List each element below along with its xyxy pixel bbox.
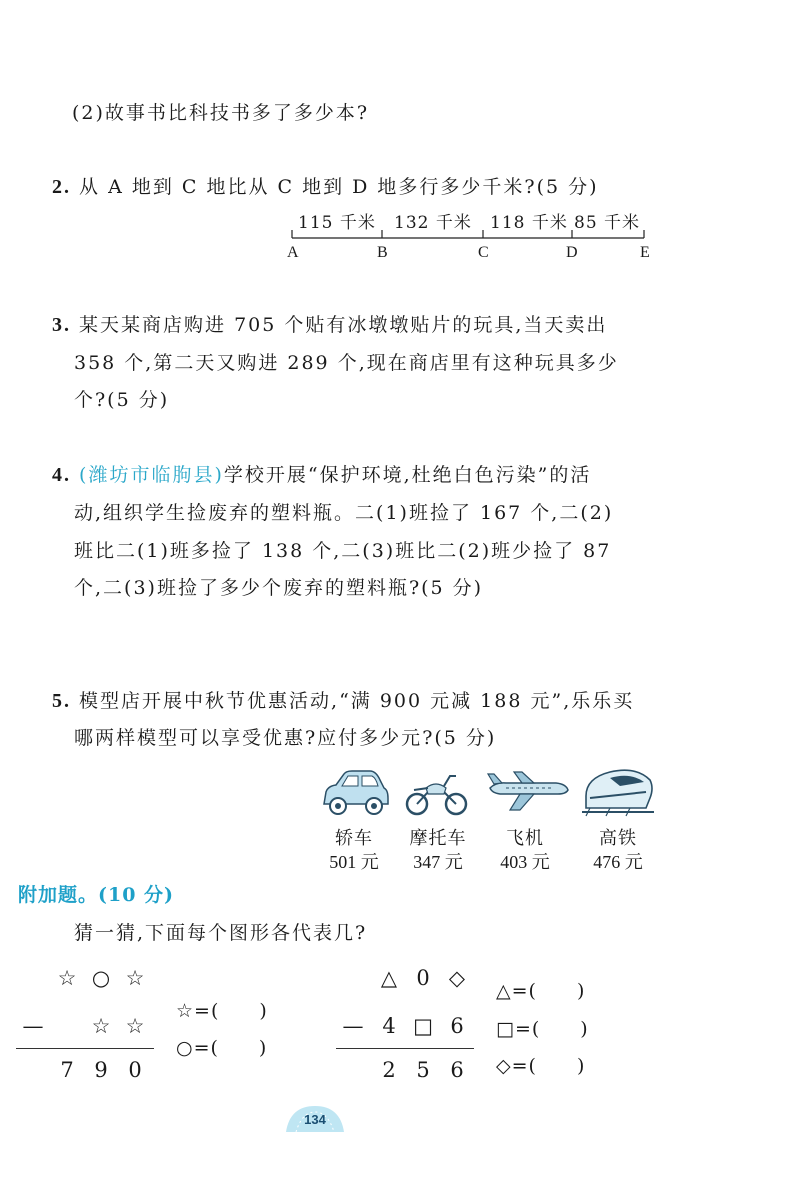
q5-number: 5. [52, 690, 71, 712]
right-answer-diamond: ◇=( ) [496, 1055, 586, 1077]
item-motorcycle-price: 347 元 [413, 852, 463, 872]
right-res-c3: 6 [450, 1058, 464, 1082]
right-r1-c1: △ [380, 966, 398, 990]
right-r1-c2: 0 [416, 966, 430, 990]
point-a: A [287, 244, 299, 261]
right-minus: — [342, 1014, 364, 1038]
right-answer-square: □=( ) [496, 1018, 589, 1040]
right-r2-c2: □ [413, 1014, 433, 1038]
item-airplane-name: 飞机 [506, 828, 544, 849]
q5-line-1 [52, 686, 634, 713]
segment-de-label: 85 千米 [574, 213, 641, 233]
q3-line-3: 个?(5 分) [74, 389, 170, 411]
left-r1-c3: ☆ [125, 966, 145, 990]
q4-region-tag: (潍坊市临朐县) [79, 464, 224, 486]
item-airplane-price: 403 元 [500, 852, 550, 872]
segment-bc-label: 132 千米 [394, 213, 472, 233]
left-answer-circle: ○=( ) [176, 1037, 268, 1059]
left-res-c2: 9 [94, 1058, 108, 1082]
item-car-price: 501 元 [329, 852, 379, 872]
high-speed-train-icon [580, 764, 656, 818]
left-minus: — [22, 1014, 44, 1038]
left-answer-star: ☆=( ) [176, 1000, 268, 1022]
right-res-c1: 2 [382, 1058, 396, 1082]
right-r1-c3: ◇ [448, 966, 466, 990]
left-result-line [16, 1048, 154, 1049]
distance-diagram [282, 208, 652, 268]
q2-text: 从 A 地到 C 地比从 C 地到 D 地多行多少千米?(5 分) [79, 176, 599, 198]
q3-text-1: 某天某商店购进 705 个贴有冰墩墩贴片的玩具,当天卖出 [79, 314, 608, 336]
left-r2-c2: ☆ [91, 1014, 111, 1038]
q4-line-3: 班比二(1)班多捡了 138 个,二(3)班比二(2)班少捡了 87 [74, 540, 612, 562]
q4-number: 4. [52, 464, 71, 486]
segment-ab-label: 115 千米 [298, 213, 376, 233]
item-car-name: 轿车 [335, 828, 373, 849]
right-r2-c3: 6 [450, 1014, 464, 1038]
item-motorcycle-name: 摩托车 [409, 828, 467, 849]
q3-line-1 [52, 310, 607, 337]
distance-line [282, 228, 652, 244]
bonus-title: 附加题。(10 分) [18, 884, 175, 906]
right-result-line [336, 1048, 474, 1049]
left-r1-c2: ○ [91, 966, 111, 990]
point-c: C [478, 244, 489, 261]
left-res-c1: 7 [60, 1058, 74, 1082]
q1-sub2: (2)故事书比科技书多了多少本? [72, 102, 370, 124]
q4-line-2: 动,组织学生捡废弃的塑料瓶。二(1)班捡了 167 个,二(2) [74, 502, 614, 524]
q3-number: 3. [52, 314, 71, 336]
right-res-c2: 5 [416, 1058, 430, 1082]
point-d: D [566, 244, 578, 261]
q2-number: 2. [52, 176, 71, 198]
q5-text-1: 模型店开展中秋节优惠活动,“满 900 元减 188 元”,乐乐买 [79, 690, 635, 712]
left-res-c3: 0 [128, 1058, 142, 1082]
point-b: B [377, 244, 388, 261]
page-number-tab [284, 1104, 346, 1132]
q2-question [52, 172, 599, 199]
q4-text-1: 学校开展“保护环境,杜绝白色污染”的活 [223, 464, 592, 486]
point-e: E [640, 244, 650, 261]
item-train-name: 高铁 [599, 828, 637, 849]
page-number: 134 [304, 1112, 326, 1127]
left-r1-c1: ☆ [57, 966, 77, 990]
q5-line-2: 哪两样模型可以享受优惠?应付多少元?(5 分) [74, 727, 497, 749]
airplane-icon [486, 770, 570, 816]
right-answer-triangle: △=( ) [496, 980, 586, 1002]
item-train-price: 476 元 [593, 852, 643, 872]
q4-line-1 [52, 460, 591, 487]
q3-line-2: 358 个,第二天又购进 289 个,现在商店里有这种玩具多少 [74, 352, 619, 374]
right-r2-c1: 4 [382, 1014, 396, 1038]
motorcycle-icon [404, 768, 470, 818]
left-r2-c3: ☆ [125, 1014, 145, 1038]
segment-cd-label: 118 千米 [490, 213, 568, 233]
bonus-prompt: 猜一猜,下面每个图形各代表几? [74, 922, 368, 944]
car-icon [318, 768, 390, 818]
q4-line-4: 个,二(3)班捡了多少个废弃的塑料瓶?(5 分) [74, 577, 484, 599]
